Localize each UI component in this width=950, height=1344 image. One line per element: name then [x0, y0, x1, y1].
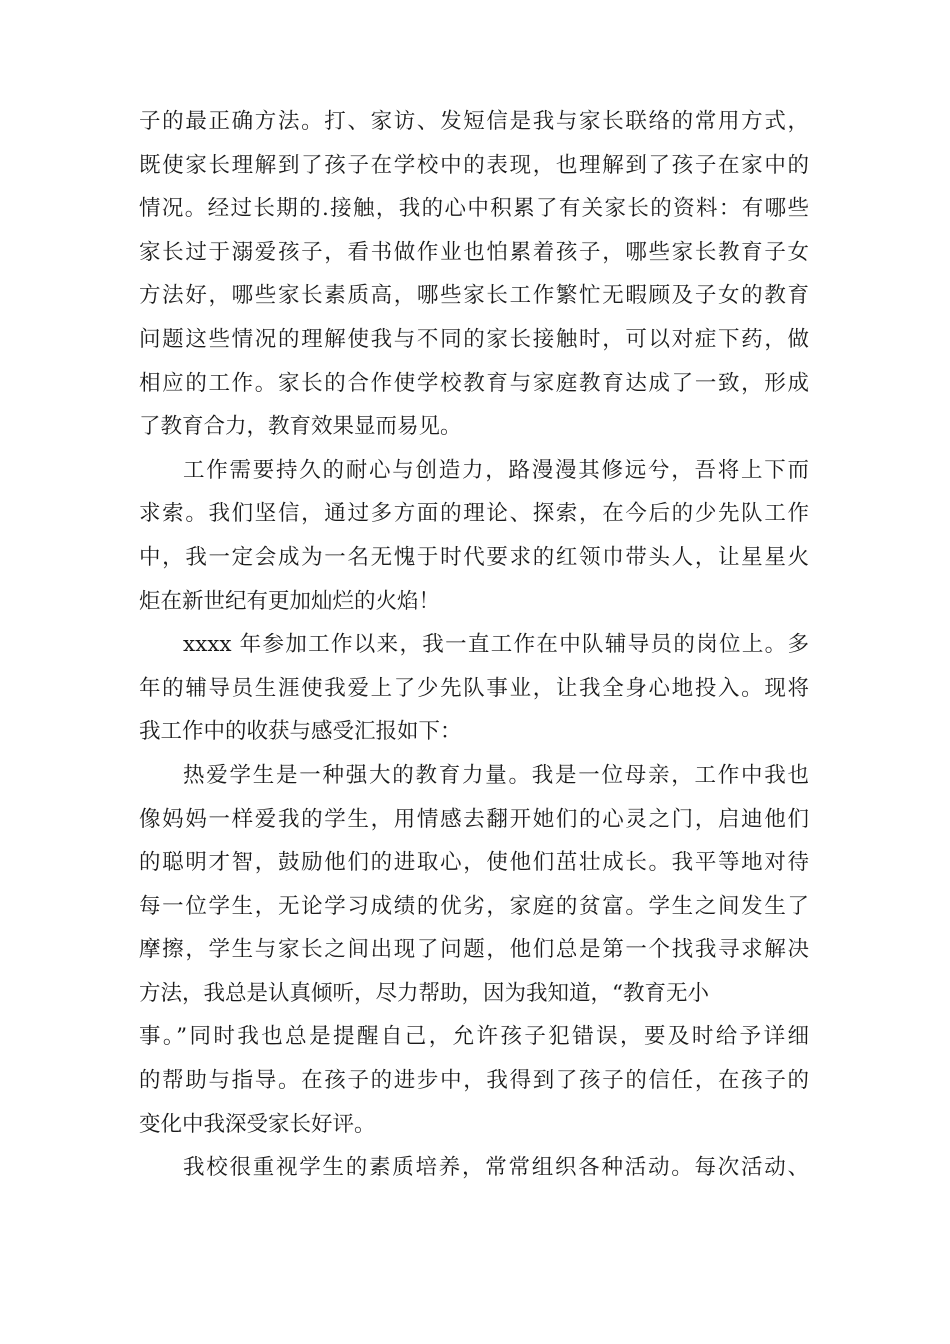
text-line: 我工作中的收获与感受汇报如下：: [139, 719, 462, 745]
text-line: 工作需要持久的耐心与创造力，路漫漫其修远兮，吾将上下而: [183, 457, 809, 483]
text-line: 中，我一定会成为一名无愧于时代要求的红领巾带头人，让星星火: [139, 544, 809, 570]
text-line: 变化中我深受家长好评。: [139, 1111, 376, 1137]
text-line: 炬在新世纪有更加灿烂的火焰！: [139, 588, 441, 614]
text-line: xxxx 年参加工作以来，我一直工作在中队辅导员的岗位上。多: [183, 632, 809, 658]
text-line: 了教育合力，教育效果显而易见。: [139, 414, 462, 440]
text-line: 方法好，哪些家长素质高，哪些家长工作繁忙无暇顾及子女的教育: [139, 283, 809, 309]
text-line: 的帮助与指导。在孩子的进步中，我得到了孩子的信任，在孩子的: [139, 1068, 809, 1094]
text-line: 方法，我总是认真倾听，尽力帮助，因为我知道，“教育无小: [139, 980, 709, 1006]
text-line: 家长过于溺爱孩子，看书做作业也怕累着孩子，哪些家长教育子女: [139, 239, 809, 265]
text-line: 我校很重视学生的素质培养，常常组织各种活动。每次活动、: [183, 1155, 809, 1181]
text-line: 子的最正确方法。打、家访、发短信是我与家长联络的常用方式，: [139, 109, 809, 134]
text-line: 既使家长理解到了孩子在学校中的表现，也理解到了孩子在家中的: [139, 152, 809, 178]
document-body: [139, 100, 809, 1190]
text-line: 热爱学生是一种强大的教育力量。我是一位母亲，工作中我也: [183, 762, 809, 788]
text-line: 的聪明才智，鼓励他们的进取心，使他们茁壮成长。我平等地对待: [139, 850, 809, 876]
text-line: 相应的工作。家长的合作使学校教育与家庭教育达成了一致，形成: [139, 370, 809, 396]
text-line: 摩擦，学生与家长之间出现了问题，他们总是第一个找我寻求解决: [139, 937, 809, 963]
text-line: 情况。经过长期的.接触，我的心中积累了有关家长的资料：有哪些: [139, 196, 809, 222]
text-line: 每一位学生，无论学习成绩的优劣，家庭的贫富。学生之间发生了: [139, 893, 809, 919]
text-line: 问题这些情况的理解使我与不同的家长接触时，可以对症下药，做: [139, 326, 809, 352]
text-line: 求索。我们坚信，通过多方面的理论、探索，在今后的少先队工作: [139, 501, 809, 527]
text-line: 像妈妈一样爱我的学生，用情感去翻开她们的心灵之门，启迪他们: [139, 806, 809, 832]
text-line: 事。”同时我也总是提醒自己，允许孩子犯错误，要及时给予详细: [139, 1024, 809, 1050]
text-line: 年的辅导员生涯使我爱上了少先队事业，让我全身心地投入。现将: [139, 675, 809, 701]
